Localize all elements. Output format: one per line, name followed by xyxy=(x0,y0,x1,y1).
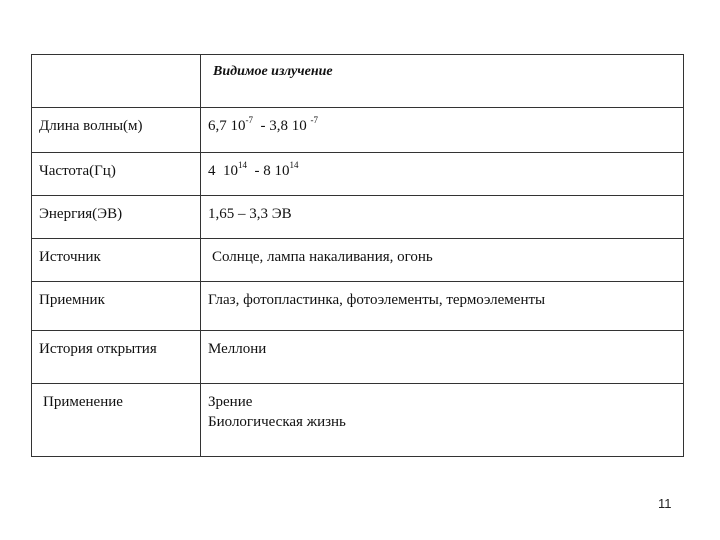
row-value-frequency: 4 $10^{14} - 8$ $10^{14}$ xyxy=(208,160,299,179)
table-row xyxy=(32,384,684,457)
header-title-cell xyxy=(201,55,684,108)
page-number: 11 xyxy=(658,496,672,511)
row-label-source: Источник xyxy=(39,249,101,265)
row-label-receiver: Приемник xyxy=(39,292,105,308)
row-value-application xyxy=(201,384,683,433)
row-value-energy: 1,65 – 3,3 ЭВ xyxy=(208,206,292,222)
row-label-history: История открытия xyxy=(39,341,157,357)
application-line-1: Зрение xyxy=(208,394,253,410)
row-value-receiver: Глаз, фотопластинка, фотоэлементы, термоэлементы xyxy=(208,292,546,308)
table-header-row xyxy=(32,55,684,108)
row-value-history: Меллони xyxy=(208,341,267,357)
row-label-frequency: Частота(Гц) xyxy=(39,163,116,179)
table-row xyxy=(32,282,684,331)
header-empty-cell xyxy=(32,55,201,108)
row-value-wavelength: 6,7 $10^{-7} - 3,8$ 10 $^{-7}$ xyxy=(208,115,318,134)
properties-table xyxy=(31,54,684,457)
row-label-application: Применение xyxy=(43,394,123,410)
row-label-wavelength: Длина волны(м) xyxy=(39,118,143,134)
row-label-energy: Энергия(ЭВ) xyxy=(39,206,123,222)
table-title: Видимое излучение xyxy=(213,64,333,79)
table-row xyxy=(32,331,684,384)
table-row xyxy=(32,196,684,239)
row-value-source: Солнце, лампа накаливания, огонь xyxy=(212,249,433,265)
table-row xyxy=(32,239,684,282)
application-line-2: Биологическая жизнь xyxy=(208,414,346,431)
table-row xyxy=(32,108,684,153)
table-row xyxy=(32,153,684,196)
